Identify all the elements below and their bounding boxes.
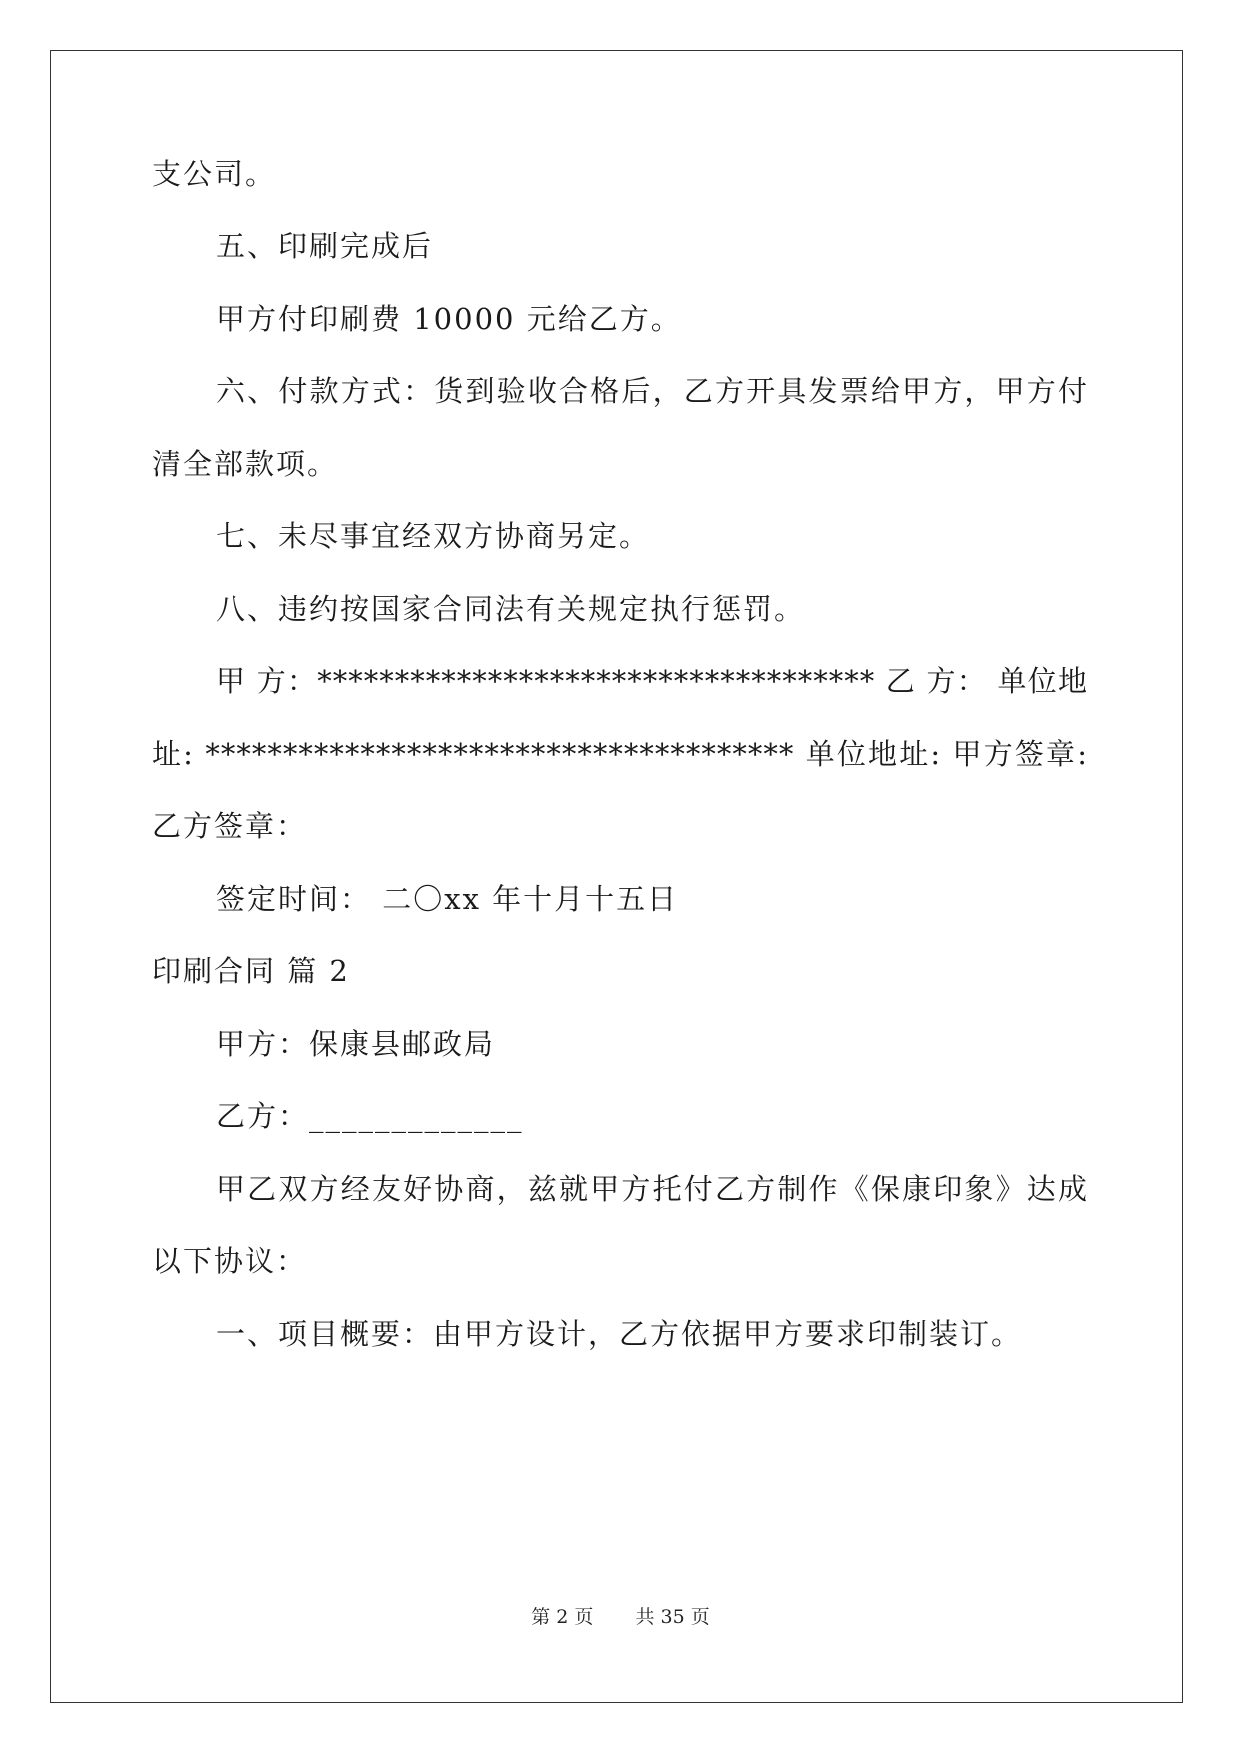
party-a: 甲方：保康县邮政局 [216, 1027, 496, 1061]
page-total: 共 35 页 [635, 1606, 710, 1628]
text-line: 乙方签章： [152, 809, 308, 843]
text-line: 甲方付印刷费 10000 元给乙方。 [216, 302, 682, 336]
text-line: 支公司。 [152, 157, 277, 191]
text-line: 一、项目概要：由甲方设计，乙方依据甲方要求印制装订。 [216, 1317, 1023, 1351]
party-b: 乙方：_____________ [216, 1099, 524, 1133]
section-title: 印刷合同 篇 2 [152, 954, 350, 988]
text-line: 七、未尽事宜经双方协商另定。 [216, 519, 651, 553]
page-number: 第 2 页 [531, 1606, 594, 1628]
text-line: 六、付款方式：货到验收合格后，乙方开具发票给甲方，甲方付 [216, 374, 1088, 408]
section-heading: 五、印刷完成后 [216, 229, 434, 263]
text-line: 址: ************************************** 单位地址: 甲方签章: [152, 737, 1088, 771]
text-line: 清全部款项。 [152, 447, 339, 481]
text-line: 甲乙双方经友好协商，兹就甲方托付乙方制作《保康印象》达成 [216, 1172, 1088, 1206]
text-line: 八、违约按国家合同法有关规定执行惩罚。 [216, 592, 806, 626]
text-line: 以下协议： [152, 1244, 308, 1278]
signing-date: 签定时间： 二〇xx 年十月十五日 [216, 882, 679, 916]
page-border [50, 50, 1183, 1703]
page-footer [0, 1604, 1241, 1630]
text-line: 甲 方：************************************ 乙 方： 单位地 [216, 664, 1088, 698]
